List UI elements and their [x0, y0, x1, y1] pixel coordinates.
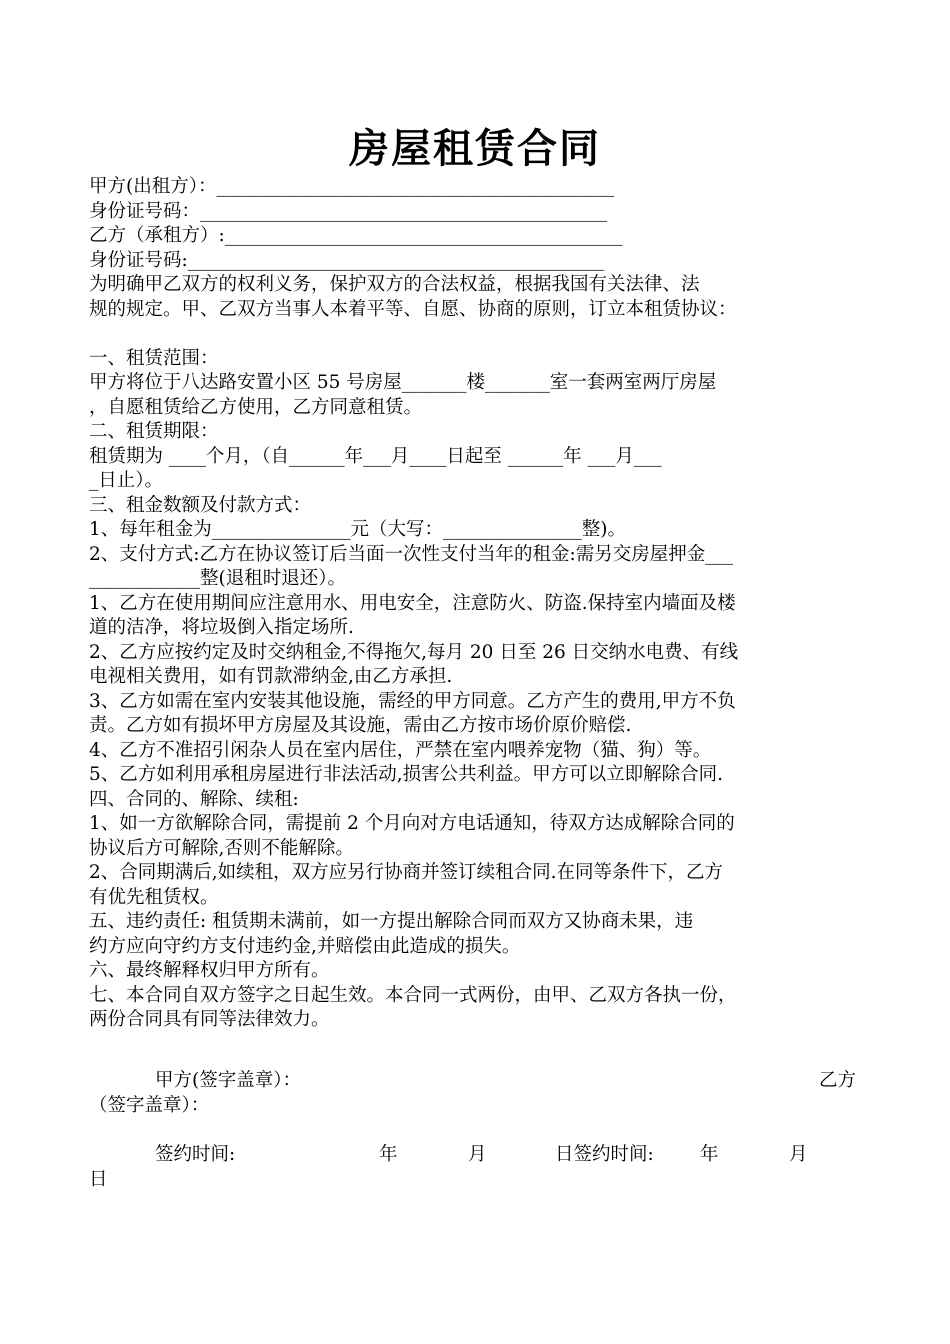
month-a: 月 [468, 1144, 487, 1165]
clause-line: 约方应向守约方支付违约金,并赔偿由此造成的损失。 [89, 935, 521, 957]
clause-line: 有优先租赁权。 [89, 886, 219, 908]
clause-line: 甲方将位于八达路安置小区 55 号房屋_______楼_______室一套两室两厅房屋 [89, 372, 717, 393]
party-a-line: 甲方(出租方）：___________________________________________ [89, 176, 615, 197]
clause-line: 5、乙方如利用承租房屋进行非法活动,损害公共利益。甲方可以立即解除合同. [89, 764, 724, 785]
clause-line: 租赁期为 ____个月，（自______年___月____日起至 ______年 ___月___ [89, 445, 662, 467]
signing-date-block [89, 1143, 879, 1192]
year-a: 年 [379, 1144, 398, 1165]
clause-line: 1、每年租金为_______________元（大写：_______________整)。 [89, 519, 626, 540]
clause-line: _日止）。 [89, 470, 164, 491]
clause-line: 3、乙方如需在室内安装其他设施，需经的甲方同意。乙方产生的费用,甲方不负 [89, 690, 736, 712]
day-a-date-label-b: 日签约时间: [555, 1144, 654, 1165]
clause-line: 六、最终解释权归甲方所有。 [89, 960, 330, 981]
clause-line: 二、租赁期限： [89, 421, 219, 442]
year-b: 年 [700, 1144, 719, 1165]
signing-date-label-a: 签约时间: [155, 1144, 236, 1165]
clause-line: 责。乙方如有损坏甲方房屋及其设施，需由乙方按市场价原价赔偿. [89, 715, 632, 736]
clause-line: 电视相关费用，如有罚款滞纳金,由乙方承担. [89, 666, 453, 687]
clause-line: 五、违约责任: 租赁期未满前，如一方提出解除合同而双方又协商未果，违 [89, 911, 694, 932]
clause-line: 三、租金数额及付款方式： [89, 494, 312, 516]
month-b: 月 [789, 1144, 808, 1165]
clause-line: 一、租赁范围： [89, 347, 219, 369]
party-b-signature: 乙方 [819, 1070, 857, 1091]
contract-title: 房屋租赁合同 [349, 126, 601, 172]
contract-body [89, 175, 879, 1033]
clause-line: 七、本合同自双方签字之日起生效。本合同一式两份，由甲、乙双方各执一份， [89, 984, 737, 1006]
clause-line: 4、乙方不准招引闲杂人员在室内居住，严禁在室内喂养宠物（猫、狗）等。 [89, 739, 712, 761]
clause-line: 道的洁净，将垃圾倒入指定场所. [89, 617, 354, 638]
signature-block [89, 1069, 879, 1118]
party-a-signature: 甲方(签字盖章）： [155, 1070, 301, 1091]
clause-line: 两份合同具有同等法律效力。 [89, 1009, 330, 1030]
clause-line: ____________整(退租时退还）。 [89, 568, 346, 589]
clause-line: 1、乙方在使用期间应注意用水、用电安全，注意防火、防盗.保持室内墙面及楼 [89, 592, 736, 614]
intro-line: 为明确甲乙双方的权利义务，保护双方的合法权益，根据我国有关法律、法 [89, 274, 700, 295]
clause-line: 四、合同的、解除、续租: [89, 788, 299, 810]
clause-line: 2、合同期满后,如续租，双方应另行协商并签订续租合同.在同等条件下，乙方 [89, 862, 724, 883]
day-b: 日 [89, 1168, 108, 1190]
clause-line: 2、乙方应按约定及时交纳租金,不得拖欠,每月 20 日至 26 日交纳水电费、有线 [89, 641, 739, 663]
clause-line: 协议后方可解除,否则不能解除。 [89, 837, 354, 859]
blank-line [89, 322, 879, 347]
intro-line: 规的规定。甲、乙双方当事人本着平等、自愿、协商的原则，订立本租赁协议： [89, 298, 737, 320]
clause-line: ，自愿租赁给乙方使用，乙方同意租赁。 [89, 396, 423, 418]
party-a-id-line: 身份证号码：____________________________________________ [89, 200, 608, 222]
clause-line: 2、支付方式:乙方在协议签订后当面一次性支付当年的租金:需另交房屋押金___ [89, 543, 733, 565]
party-b-line: 乙方（承租方）:___________________________________________ [89, 225, 623, 246]
clause-line: 1、如一方欲解除合同，需提前 2 个月向对方电话通知，待双方达成解除合同的 [89, 813, 735, 834]
party-b-signature-cont: （签字盖章）： [89, 1094, 210, 1116]
party-b-id-line: 身份证号码:_____________________________________________ [89, 249, 604, 271]
